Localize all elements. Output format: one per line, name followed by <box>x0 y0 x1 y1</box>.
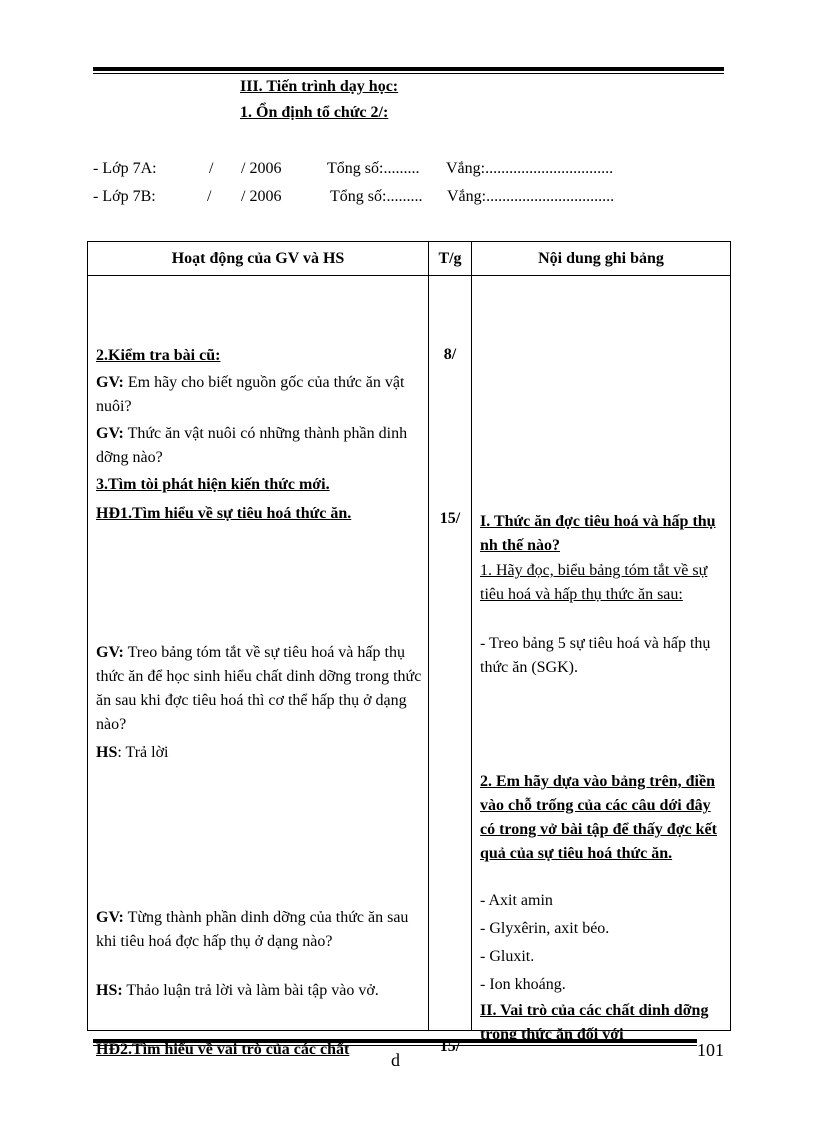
hs-answer-1: HS: Trả lời <box>96 744 169 761</box>
page-number: 101 <box>697 1040 724 1060</box>
time-1: 8/ <box>443 346 457 363</box>
tim-toi-heading: 3.Tìm tòi phát hiện kiến thức mới. <box>96 476 330 493</box>
total-count: Tổng số:......... <box>330 188 423 205</box>
time-2: 15/ <box>439 510 461 527</box>
kiem-tra-heading: 2.Kiểm tra bài cũ: <box>96 347 221 364</box>
section-1-heading: I. Thức ăn đợc tiêu hoá và hấp thụ nh thế nào? <box>480 513 716 554</box>
hd2-heading: HĐ2.Tìm hiểu về vai trò của các chất <box>96 1041 350 1058</box>
gv-question-1: GV: Em hãy cho biết nguồn gốc của thức ăn vật nuôi? <box>96 374 405 415</box>
content-item-1: 1. Hãy đọc, biểu bảng tóm tắt về sự tiêu hoá và hấp thụ thức ăn sau: <box>480 562 708 603</box>
top-rule <box>93 67 724 74</box>
date-year: / 2006 <box>241 188 282 205</box>
date-year: / 2006 <box>241 160 282 177</box>
footer-mark: d <box>391 1050 400 1070</box>
date-part: / <box>207 188 212 205</box>
table-body-row <box>88 276 731 1031</box>
section-title: III. Tiến trình dạy học: <box>240 78 399 95</box>
content-item-1b: - Treo bảng 5 sự tiêu hoá và hấp thụ thức ăn (SGK). <box>480 635 711 676</box>
time-3: 15/ <box>439 1038 461 1055</box>
gv-question-2: GV: Thức ăn vật nuôi có những thành phần dinh dỡng nào? <box>96 425 408 466</box>
total-count: Tổng số:......... <box>327 160 420 177</box>
absent-count: Vắng:................................ <box>447 188 615 205</box>
list-item: - Glyxêrin, axit béo. <box>480 920 610 937</box>
table-header-row <box>88 242 731 276</box>
content-item-2: 2. Em hãy dựa vào bảng trên, điền vào chỗ trống của các câu dới đây có trong vở bài tập để thấy đợc kết quả của sự tiêu hoá thức ăn. <box>480 773 717 862</box>
list-item: - Axit amin <box>480 892 553 909</box>
gv-instruction-3: GV: Treo bảng tóm tắt về sự tiêu hoá và hấp thụ thức ăn để học sinh hiểu chất dinh dỡng trong thức ăn sau khi đợc tiêu hoá thì cơ thể hấp thụ ở dạng nào? <box>96 644 422 733</box>
activities-cell <box>88 276 429 1058</box>
header-time: T/g <box>429 242 472 276</box>
hs-answer-2: HS: Thảo luận trả lời và làm bài tập vào vở. <box>96 982 379 999</box>
absent-count: Vắng:................................ <box>446 160 614 177</box>
list-item: - Gluxit. <box>480 948 535 965</box>
section-2-heading: II. Vai trò của các chất dinh dỡng trong thức ăn đối với <box>480 1002 709 1043</box>
bottom-rule <box>93 1039 697 1046</box>
header-activities: Hoạt động của GV và HS <box>88 242 429 276</box>
content-cell <box>472 276 731 1043</box>
date-part: / <box>209 160 214 177</box>
gv-question-4: GV: Từng thành phần dinh dỡng của thức ăn sau khi tiêu hoá đợc hấp thụ ở dạng nào? <box>96 909 409 950</box>
header-content: Nội dung ghi bảng <box>472 242 731 276</box>
class-name: - Lớp 7A: <box>93 160 157 177</box>
class-name: - Lớp 7B: <box>93 188 156 205</box>
hd1-heading: HĐ1.Tìm hiểu về sự tiêu hoá thức ăn. <box>96 505 352 522</box>
list-item: - Ion khoáng. <box>480 976 566 993</box>
sub-title: 1. Ổn định tổ chức 2/: <box>240 104 389 121</box>
time-cell <box>429 276 472 1055</box>
